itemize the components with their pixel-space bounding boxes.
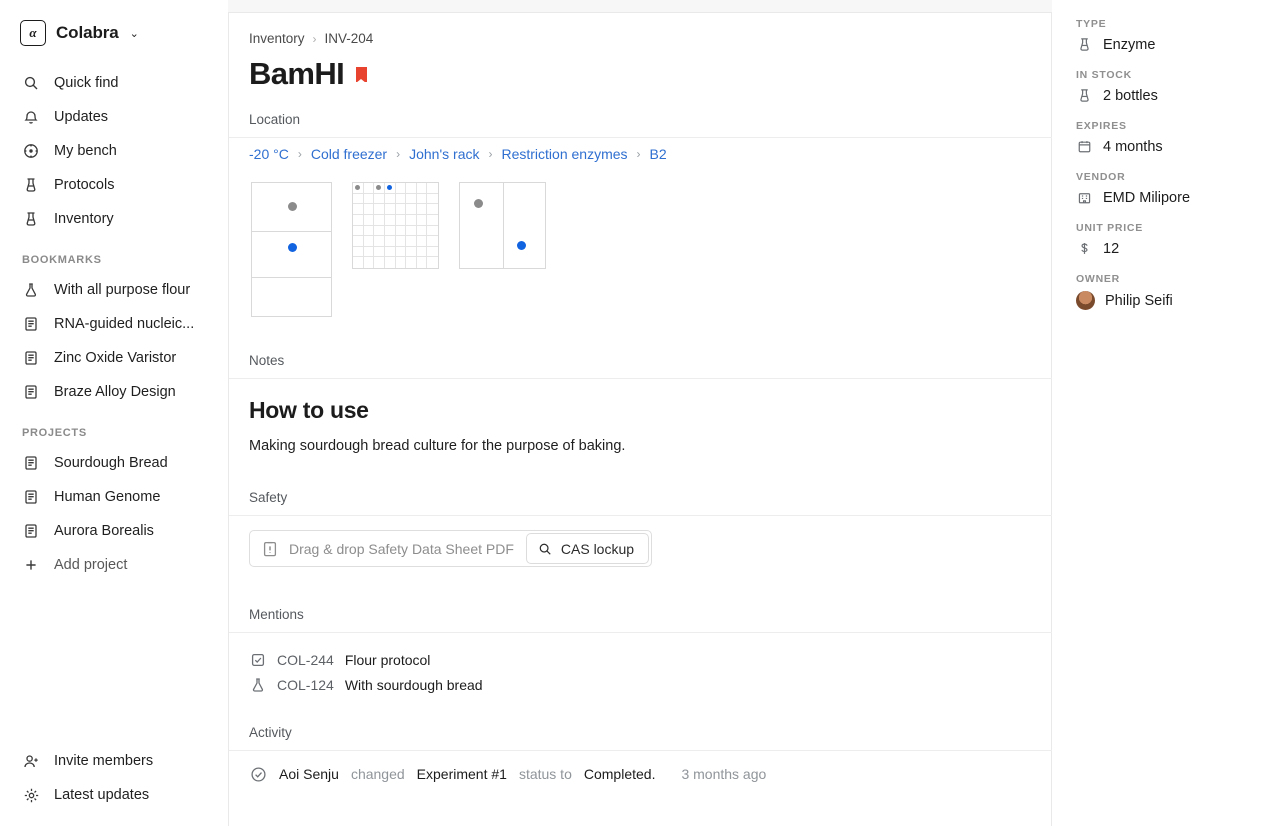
property-label: TYPE (1076, 18, 1107, 30)
location-crumb-slot[interactable]: B2 (649, 146, 667, 162)
search-icon (538, 542, 552, 556)
sidebar-label: Invite members (54, 753, 154, 769)
sparkle-icon (22, 786, 40, 804)
calendar-icon (1076, 138, 1093, 155)
location-crumb-box[interactable]: Restriction enzymes (501, 146, 628, 162)
sidebar-item-updates[interactable] (0, 100, 228, 134)
document-icon (22, 349, 40, 367)
location-crumb-freezer[interactable]: Cold freezer (310, 146, 388, 162)
property-value-row[interactable] (1076, 240, 1262, 257)
projects-section-label: PROJECTS (22, 427, 87, 439)
activity-actor[interactable]: Aoi Senju (279, 766, 339, 782)
sidebar-item-project-human-genome[interactable] (0, 480, 228, 514)
flask-icon (22, 281, 40, 299)
sidebar-item-bookmark-flour[interactable] (0, 273, 228, 307)
mention-id: COL-124 (277, 676, 334, 693)
slot-marker-dot (474, 199, 483, 208)
sidebar-label: Inventory (54, 211, 114, 227)
breadcrumb (249, 13, 1031, 46)
sidebar-footer (0, 744, 228, 812)
primary-nav (0, 66, 228, 236)
chevron-right-icon: › (488, 147, 493, 161)
list-item[interactable] (249, 647, 1031, 672)
document-icon (22, 488, 40, 506)
list-item (249, 751, 1031, 783)
document-icon (22, 522, 40, 540)
property-value-row[interactable] (1076, 291, 1262, 310)
check-circle-icon (249, 765, 267, 783)
task-check-icon (249, 651, 266, 668)
section-label-activity: Activity (249, 725, 292, 740)
property-owner (1076, 273, 1262, 310)
section-label-safety: Safety (249, 490, 288, 505)
mention-title[interactable]: Flour protocol (344, 651, 431, 668)
cas-lookup-button[interactable] (526, 533, 649, 564)
sds-dropzone[interactable] (249, 530, 652, 567)
workspace-name: Colabra (56, 23, 119, 42)
property-value-row[interactable] (1076, 36, 1262, 53)
sidebar-label: Sourdough Bread (54, 455, 168, 471)
sidebar-item-bookmark-braze[interactable] (0, 375, 228, 409)
record-header (229, 13, 1051, 137)
list-item[interactable] (249, 672, 1031, 697)
property-value: EMD Milipore (1103, 189, 1191, 206)
sidebar-item-protocols[interactable] (0, 168, 228, 202)
document-icon (22, 454, 40, 472)
selected-shelf-dot (288, 243, 297, 252)
app-logo-letter: α (29, 25, 37, 40)
document-icon (22, 383, 40, 401)
invite-members-button[interactable] (0, 744, 228, 778)
sds-dropzone-label: Drag & drop Safety Data Sheet PDF (289, 540, 514, 557)
breadcrumb-separator-icon: › (312, 31, 317, 46)
box-slots-diagram[interactable] (459, 182, 546, 269)
mentions-list (249, 633, 1031, 711)
properties-panel (1052, 0, 1280, 826)
dollar-icon (1076, 240, 1093, 257)
mentions-section (229, 633, 1051, 750)
chevron-down-icon[interactable]: ⌄ (129, 27, 139, 40)
activity-timestamp: 3 months ago (681, 766, 767, 782)
sidebar-item-my-bench[interactable] (0, 134, 228, 168)
activity-middle: status to (518, 766, 572, 782)
location-section (229, 138, 1051, 378)
invite-icon (22, 752, 40, 770)
title-row (249, 46, 1031, 98)
property-expires (1076, 120, 1262, 155)
sidebar-label: Human Genome (54, 489, 161, 505)
notes-heading: How to use (249, 397, 369, 423)
sidebar-label: Braze Alloy Design (54, 384, 176, 400)
inventory-icon (22, 210, 40, 228)
activity-verb: changed (350, 766, 405, 782)
bottle-icon (1076, 87, 1093, 104)
sidebar-label: Aurora Borealis (54, 523, 154, 539)
latest-updates-button[interactable] (0, 778, 228, 812)
sidebar-label: Updates (54, 109, 109, 125)
shelf-marker-dot (288, 202, 297, 211)
add-project-button[interactable] (0, 548, 228, 582)
avatar (1076, 291, 1095, 310)
inventory-icon (1076, 36, 1093, 53)
property-value: 12 (1103, 240, 1120, 257)
sidebar-item-bookmark-zinc[interactable] (0, 341, 228, 375)
flask-icon (249, 676, 266, 693)
record-card (228, 12, 1052, 826)
property-label: OWNER (1076, 273, 1120, 285)
breadcrumb-current[interactable]: INV-204 (324, 31, 374, 46)
sidebar-label: With all purpose flour (54, 282, 191, 298)
property-vendor (1076, 171, 1262, 206)
property-value: Enzyme (1103, 36, 1156, 53)
safety-section (229, 516, 1051, 632)
property-value: 4 months (1103, 138, 1163, 155)
flag-icon[interactable] (356, 67, 367, 82)
sidebar-item-bookmark-rna[interactable] (0, 307, 228, 341)
plus-icon (22, 556, 40, 574)
rack-grid-diagram[interactable] (352, 182, 439, 269)
main-column (228, 0, 1052, 826)
sidebar-label: Quick find (54, 75, 119, 91)
activity-object[interactable]: Experiment #1 (416, 766, 507, 782)
location-crumb-rack[interactable]: John's rack (409, 146, 480, 162)
sidebar-label: My bench (54, 143, 117, 159)
document-icon (22, 315, 40, 333)
sidebar-item-project-sourdough[interactable] (0, 446, 228, 480)
chevron-right-icon: › (297, 147, 302, 161)
section-label-notes: Notes (249, 353, 285, 368)
property-value-row[interactable] (1076, 189, 1262, 206)
sidebar-label: Zinc Oxide Varistor (54, 350, 177, 366)
bookmarks-section-label: BOOKMARKS (22, 254, 102, 266)
property-in-stock (1076, 69, 1262, 104)
property-label: EXPIRES (1076, 120, 1127, 132)
workspace-switcher[interactable] (0, 0, 228, 60)
notes-body[interactable]: Making sourdough bread culture for the purpose of baking. (249, 438, 626, 454)
app-logo (20, 20, 46, 46)
section-label-location: Location (249, 112, 301, 127)
location-crumb-temperature[interactable]: -20 °C (249, 146, 289, 162)
location-breadcrumb (249, 138, 1031, 162)
search-icon (22, 74, 40, 92)
building-icon (1076, 189, 1093, 206)
bell-icon (22, 108, 40, 126)
property-label: VENDOR (1076, 171, 1126, 183)
property-value: Philip Seifi (1105, 292, 1173, 309)
property-value-row[interactable] (1076, 138, 1262, 155)
mention-title[interactable]: With sourdough bread (344, 676, 483, 693)
sidebar-label: RNA-guided nucleic... (54, 316, 195, 332)
clipboard-alert-icon (260, 539, 280, 559)
mention-id: COL-244 (277, 651, 334, 668)
sidebar-label: Add project (54, 557, 128, 573)
property-value-row[interactable] (1076, 87, 1262, 104)
notes-section (229, 379, 1051, 515)
cas-lookup-label: CAS lockup (560, 540, 635, 557)
sidebar-label: Protocols (54, 177, 115, 193)
activity-section (229, 751, 1051, 783)
chevron-right-icon: › (396, 147, 401, 161)
section-label-mentions: Mentions (249, 607, 304, 622)
property-label: UNIT PRICE (1076, 222, 1144, 234)
location-diagram (249, 162, 1031, 339)
property-unit-price (1076, 222, 1262, 257)
breadcrumb-parent[interactable]: Inventory (249, 31, 305, 46)
chevron-right-icon: › (636, 147, 641, 161)
sidebar (0, 0, 228, 826)
activity-value: Completed. (583, 766, 656, 782)
protocol-icon (22, 176, 40, 194)
freezer-shelves-diagram[interactable] (251, 182, 332, 317)
selected-slot-dot (517, 241, 526, 250)
property-value: 2 bottles (1103, 87, 1158, 104)
sidebar-item-project-aurora[interactable] (0, 514, 228, 548)
sidebar-item-quick-find[interactable] (0, 66, 228, 100)
page-title: BamHI (249, 56, 345, 91)
sidebar-item-inventory[interactable] (0, 202, 228, 236)
bench-icon (22, 142, 40, 160)
safety-row (249, 516, 1031, 593)
sidebar-label: Latest updates (54, 787, 150, 803)
property-label: IN STOCK (1076, 69, 1132, 81)
property-type (1076, 18, 1262, 53)
